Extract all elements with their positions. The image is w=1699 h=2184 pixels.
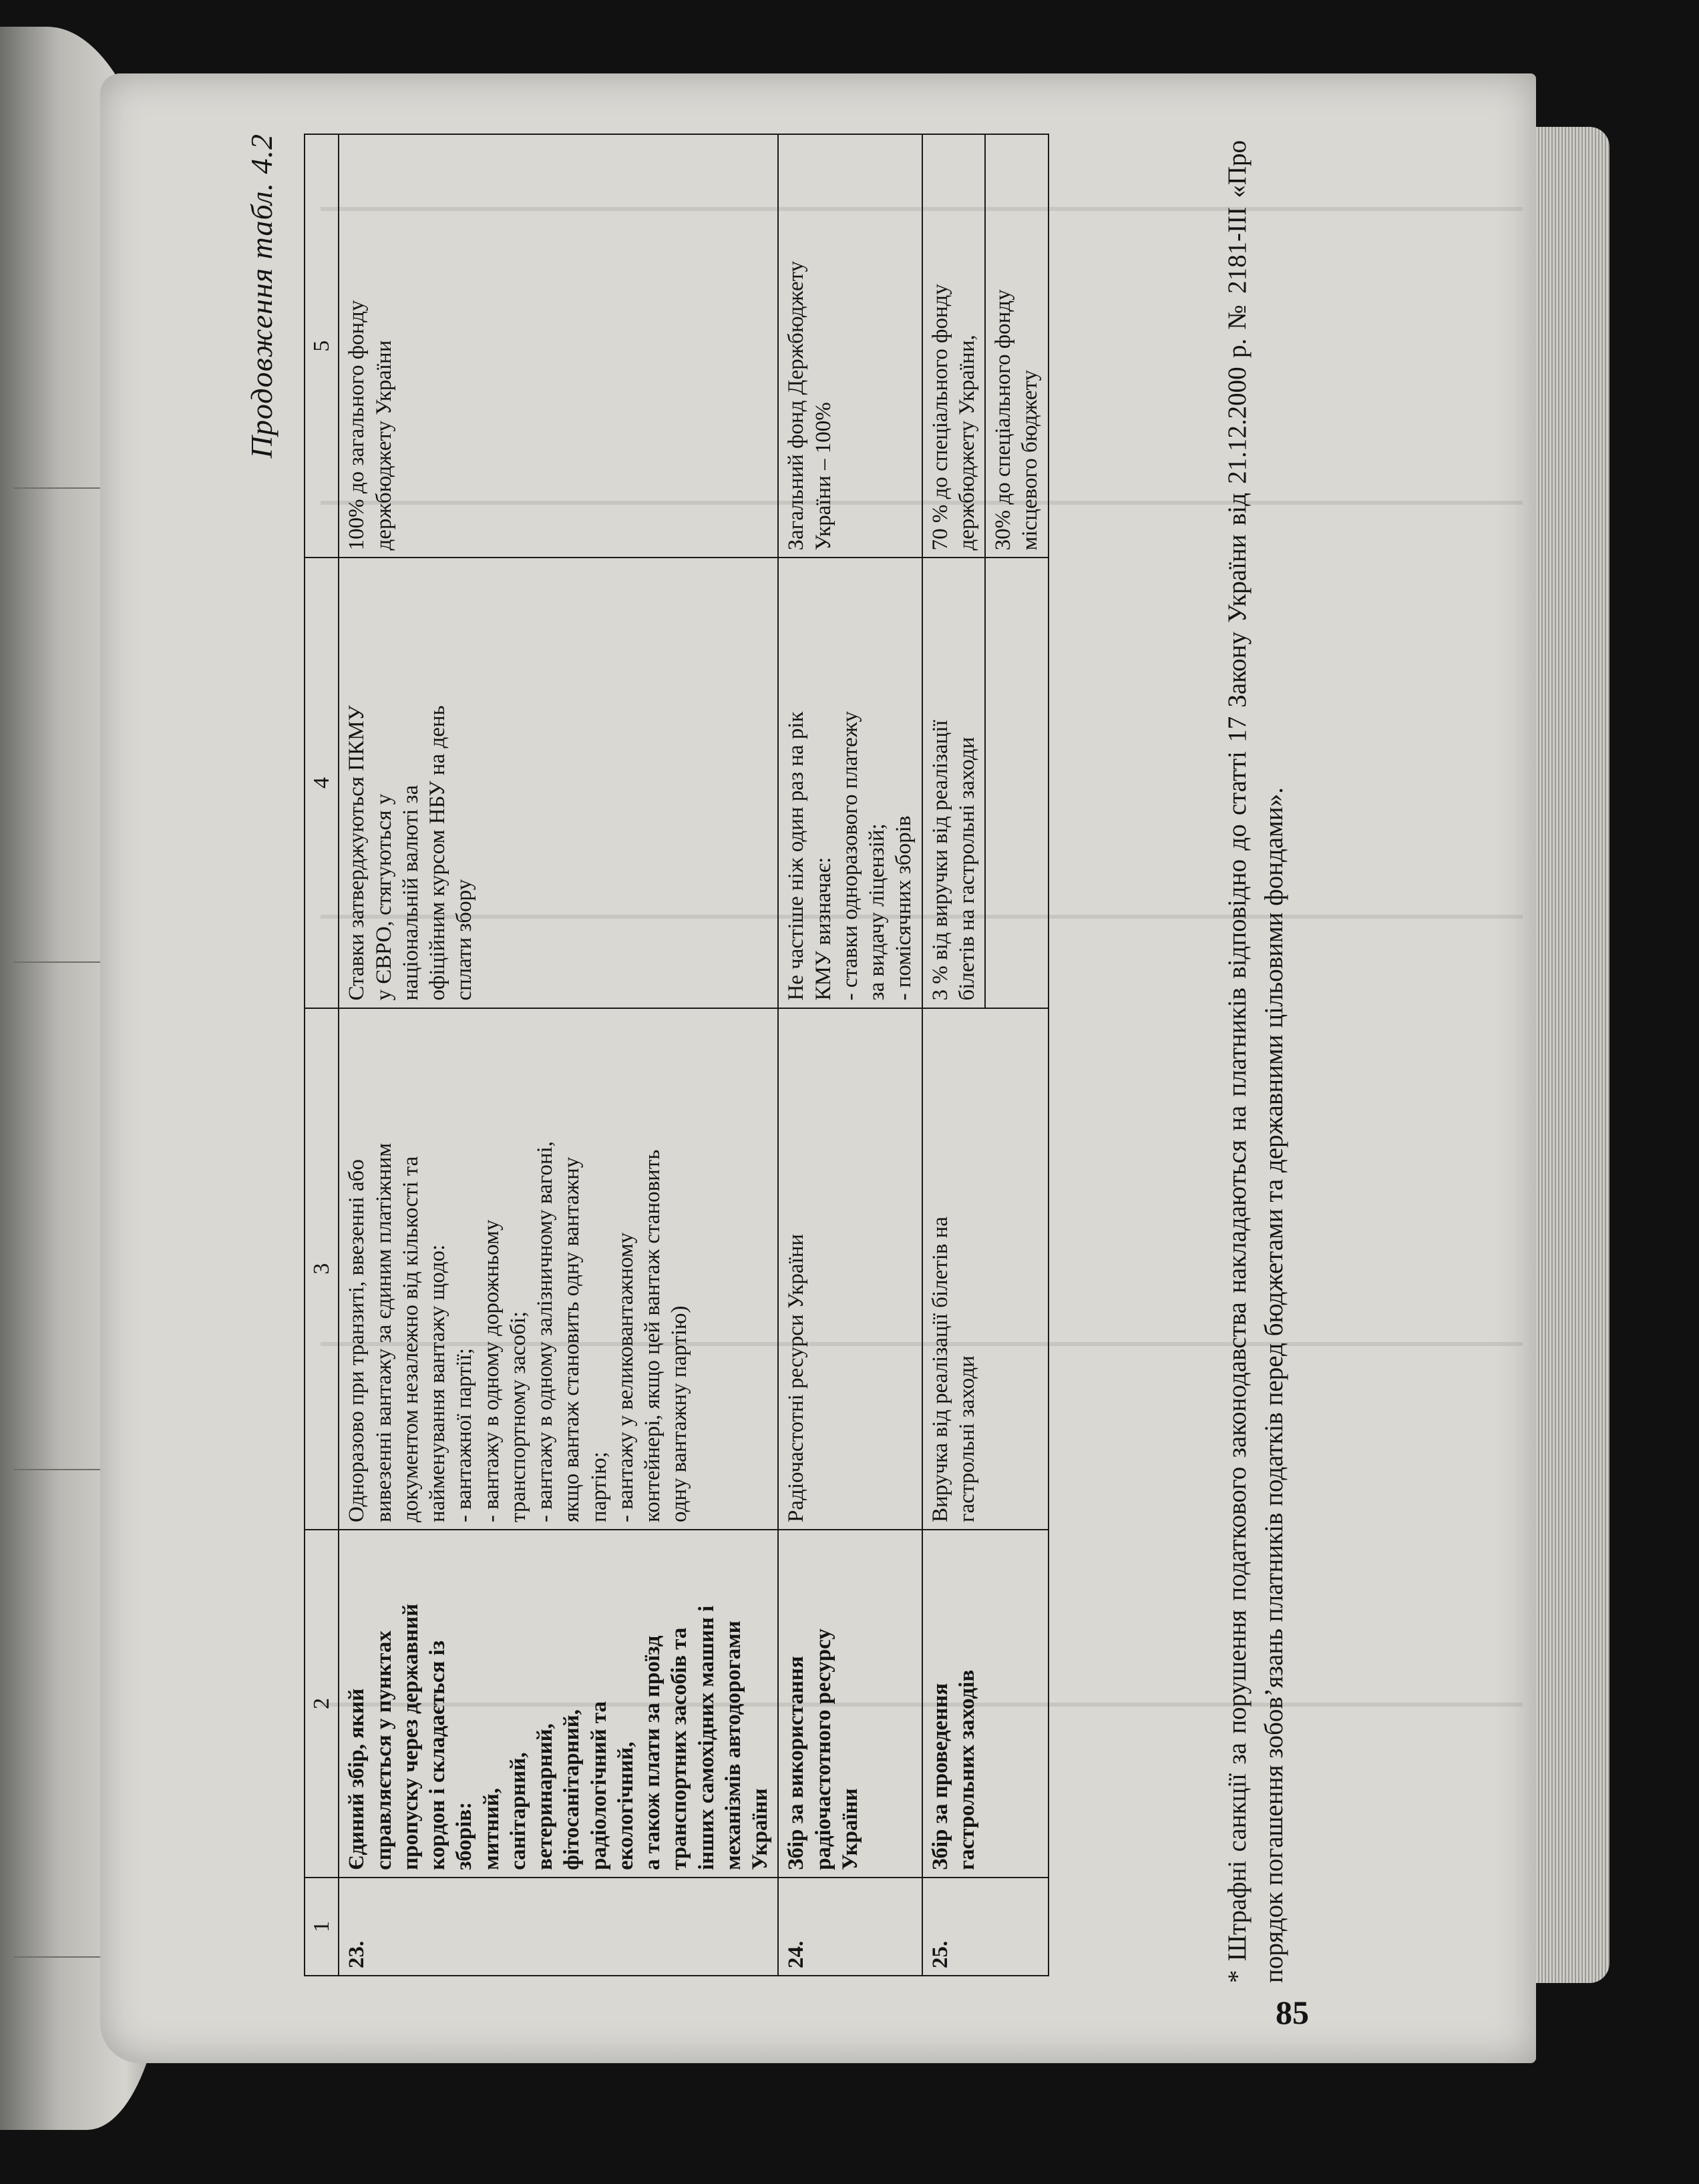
tax-rate-line: КМУ визначає: xyxy=(811,857,835,1001)
table-header-row xyxy=(305,134,339,1976)
budget-allocation-cell xyxy=(778,134,922,558)
tax-object-line: - вантажу у великовантажному xyxy=(613,1232,638,1522)
tax-rate-line: Не частіше ніж один раз на рік xyxy=(784,711,809,1001)
tax-object-line: гастрольні заходи xyxy=(954,1355,979,1522)
tax-name-cell xyxy=(922,1530,1049,1878)
tax-object-line: вивезенні вантажу за єдиним платіжним xyxy=(371,1142,396,1522)
table-row xyxy=(339,134,778,1976)
budget-line: держбюджету України, xyxy=(954,335,979,551)
tax-name-line: екологічний, xyxy=(613,1741,638,1870)
tax-name-line: Єдиний збір, який xyxy=(345,1688,369,1870)
tax-rate-line: за видачу ліцензій; xyxy=(865,823,890,1001)
footnote: * Штрафні санкції за порушення податкового законодавства накладаються на платників відповідно до статті 17 Закону України від 21.12.2000 р. № 2181-ІІІ «Про порядок погашення зобов’язань платників податків перед бюджетами та державними цільовими фондами». xyxy=(1223,140,1289,1983)
tax-name-line: радіочастотного ресурсу xyxy=(811,1628,835,1870)
tax-rate-line: Ставки затверджуються ПКМУ xyxy=(345,705,369,1001)
tax-name-line: України xyxy=(837,1788,862,1870)
header-cell: 3 xyxy=(305,1008,339,1530)
tax-table xyxy=(304,134,1049,1976)
tax-name-line: санітарний, xyxy=(506,1752,530,1870)
tax-name-line: радіологічний та xyxy=(586,1701,611,1870)
tax-rate-cell xyxy=(778,558,922,1008)
tax-name-cell xyxy=(339,1530,778,1878)
tax-object-cell xyxy=(922,1008,1049,1530)
tax-rate-cell xyxy=(339,558,778,1008)
tax-rate-line: - ставки одноразового платежу xyxy=(837,711,862,1001)
tax-name-line: транспортних засобів та xyxy=(667,1627,692,1870)
budget-line: місцевого бюджету xyxy=(1018,369,1043,551)
table-row xyxy=(778,134,922,1976)
rotated-content xyxy=(217,107,1473,2056)
row-number: 25. xyxy=(922,1878,1049,1976)
tax-rate-cell xyxy=(922,558,986,1008)
tax-object-line: найменування вантажу щодо: xyxy=(425,1244,450,1522)
tax-name-line: гастрольних заходів xyxy=(954,1669,979,1870)
table-row xyxy=(922,134,986,1976)
tax-name-cell xyxy=(778,1530,922,1878)
header-cell: 1 xyxy=(305,1878,339,1976)
tax-object-line: партію; xyxy=(586,1452,611,1522)
tax-object-line: транспортному засобі; xyxy=(506,1311,530,1522)
tax-object-cell xyxy=(339,1008,778,1530)
budget-line: 100% до загального фонду xyxy=(345,300,369,551)
tax-rate-line: - помісячних зборів xyxy=(892,815,916,1001)
tax-rate-line: офіційним курсом НБУ на день xyxy=(425,705,450,1001)
tax-name-line: кордон і складається із xyxy=(425,1641,450,1870)
page-edge-stack xyxy=(1529,127,1610,1983)
tax-rate-cell-empty xyxy=(985,558,1049,1008)
tax-object-line: Одноразово при транзиті, ввезенні або xyxy=(345,1159,369,1522)
tax-rate-line: білетів на гастрольні заходи xyxy=(954,736,979,1001)
tax-name-line: ветеринарний, xyxy=(533,1723,558,1870)
tax-object-line: Виручка від реалізації білетів на xyxy=(928,1217,952,1522)
table-caption: Продовження табл. 4.2 xyxy=(244,134,278,459)
budget-allocation-cell xyxy=(339,134,778,558)
tax-name-line: України xyxy=(748,1788,773,1870)
tax-name-line: зборів: xyxy=(452,1801,477,1870)
tax-name-line: механізмів автодорогами xyxy=(721,1620,745,1870)
tax-object-line: Радіочастотні ресурси України xyxy=(784,1234,809,1522)
tax-name-line: митний, xyxy=(479,1787,504,1870)
tax-name-line: а також плати за проїзд xyxy=(640,1635,665,1870)
tax-object-line: контейнері, якщо цей вантаж становить xyxy=(640,1149,665,1522)
header-cell: 4 xyxy=(305,558,339,1008)
budget-line: 30% до спеціального фонду xyxy=(991,289,1016,551)
tax-name-line: пропуску через державний xyxy=(398,1603,423,1870)
budget-line: держбюджету України xyxy=(371,340,396,551)
row-number: 23. xyxy=(339,1878,778,1976)
tax-name-line: фітосанітарний, xyxy=(560,1709,584,1870)
tax-object-line: якщо вантаж становить одну вантажну xyxy=(560,1156,584,1522)
tax-name-line: Збір за використання xyxy=(784,1656,809,1870)
tax-object-cell xyxy=(778,1008,922,1530)
budget-allocation-cell xyxy=(922,134,986,558)
budget-allocation-cell xyxy=(985,134,1049,558)
tax-rate-line: у ЄВРО, стягуються у xyxy=(371,793,396,1001)
budget-line: Загальний фонд Держбюджету xyxy=(784,260,809,551)
tax-object-line: одну вантажну партію) xyxy=(667,1305,692,1522)
tax-name-line: Збір за проведення xyxy=(928,1683,952,1870)
budget-line: України – 100% xyxy=(811,402,835,551)
tax-object-line: - вантажу в одному залізничному вагоні, xyxy=(533,1141,558,1522)
header-cell: 5 xyxy=(305,134,339,558)
tax-object-line: - вантажної партії; xyxy=(452,1348,477,1522)
page-number: 85 xyxy=(1276,1994,1309,2031)
header-cell: 2 xyxy=(305,1530,339,1878)
tax-name-line: справляється у пунктах xyxy=(371,1630,396,1870)
budget-line: 70 % до спеціального фонду xyxy=(928,284,952,551)
row-number: 24. xyxy=(778,1878,922,1976)
tax-object-line: - вантажу в одному дорожньому xyxy=(479,1219,504,1522)
tax-rate-line: сплати збору xyxy=(452,879,477,1001)
tax-rate-line: 3 % від виручки від реалізації xyxy=(928,720,952,1001)
tax-name-line: інших самохідних машин і xyxy=(694,1605,719,1870)
tax-rate-line: національній валюті за xyxy=(398,785,423,1001)
tax-object-line: документом незалежно від кількості та xyxy=(398,1156,423,1522)
